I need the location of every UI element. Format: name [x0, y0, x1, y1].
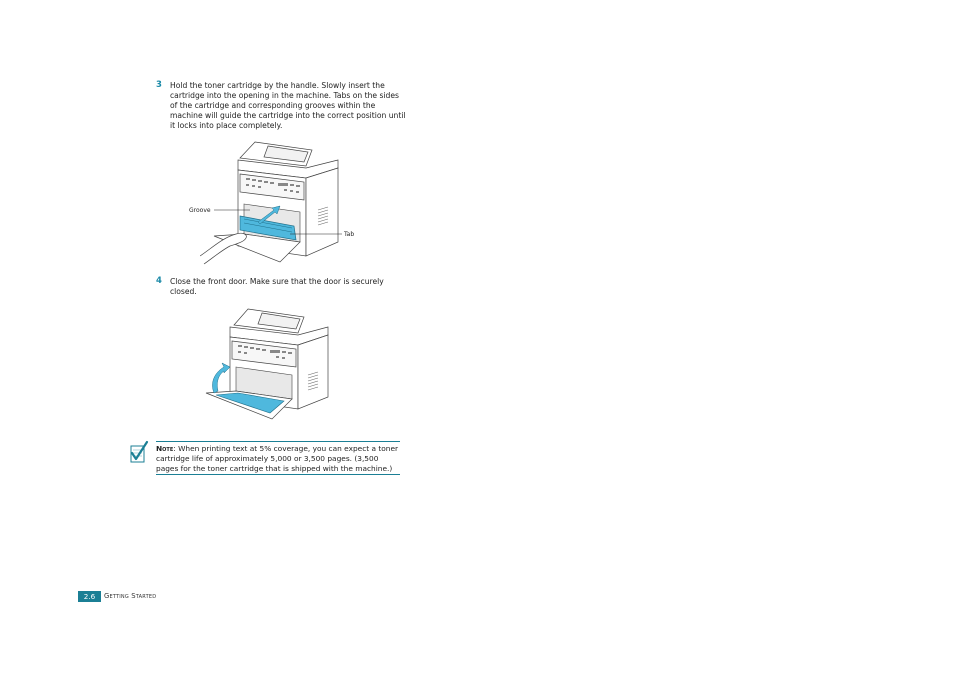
step-text: Close the front door. Make sure that the door is securely closed. — [170, 277, 384, 296]
section-title: Getting Started — [104, 592, 157, 600]
step-3 — [156, 81, 406, 131]
checkmark-note-icon — [129, 440, 149, 464]
step-4 — [156, 277, 406, 297]
page-number: 2.6 — [78, 591, 101, 602]
note-text: : When printing text at 5% coverage, you can expect a toner cartridge life of approximately 5,000 or 3,500 pages. (3,500 pages for the toner cartridge that is shipped with the machine.) — [156, 444, 399, 473]
step-text: Hold the toner cartridge by the handle. Slowly insert the cartridge into the opening in the machine. Tabs on the sides of the cartridge and corresponding grooves within the machine will guide the cartridge into the correct position until it locks into place completely. — [170, 81, 406, 130]
note-label: Note — [156, 444, 174, 453]
note-box — [156, 441, 400, 475]
step-number: 3 — [156, 80, 162, 90]
step-number: 4 — [156, 276, 162, 286]
groove-label: Groove — [189, 207, 211, 214]
figure-insert-cartridge — [200, 138, 350, 266]
figure-close-door — [200, 305, 332, 423]
tab-label: Tab — [344, 231, 355, 238]
